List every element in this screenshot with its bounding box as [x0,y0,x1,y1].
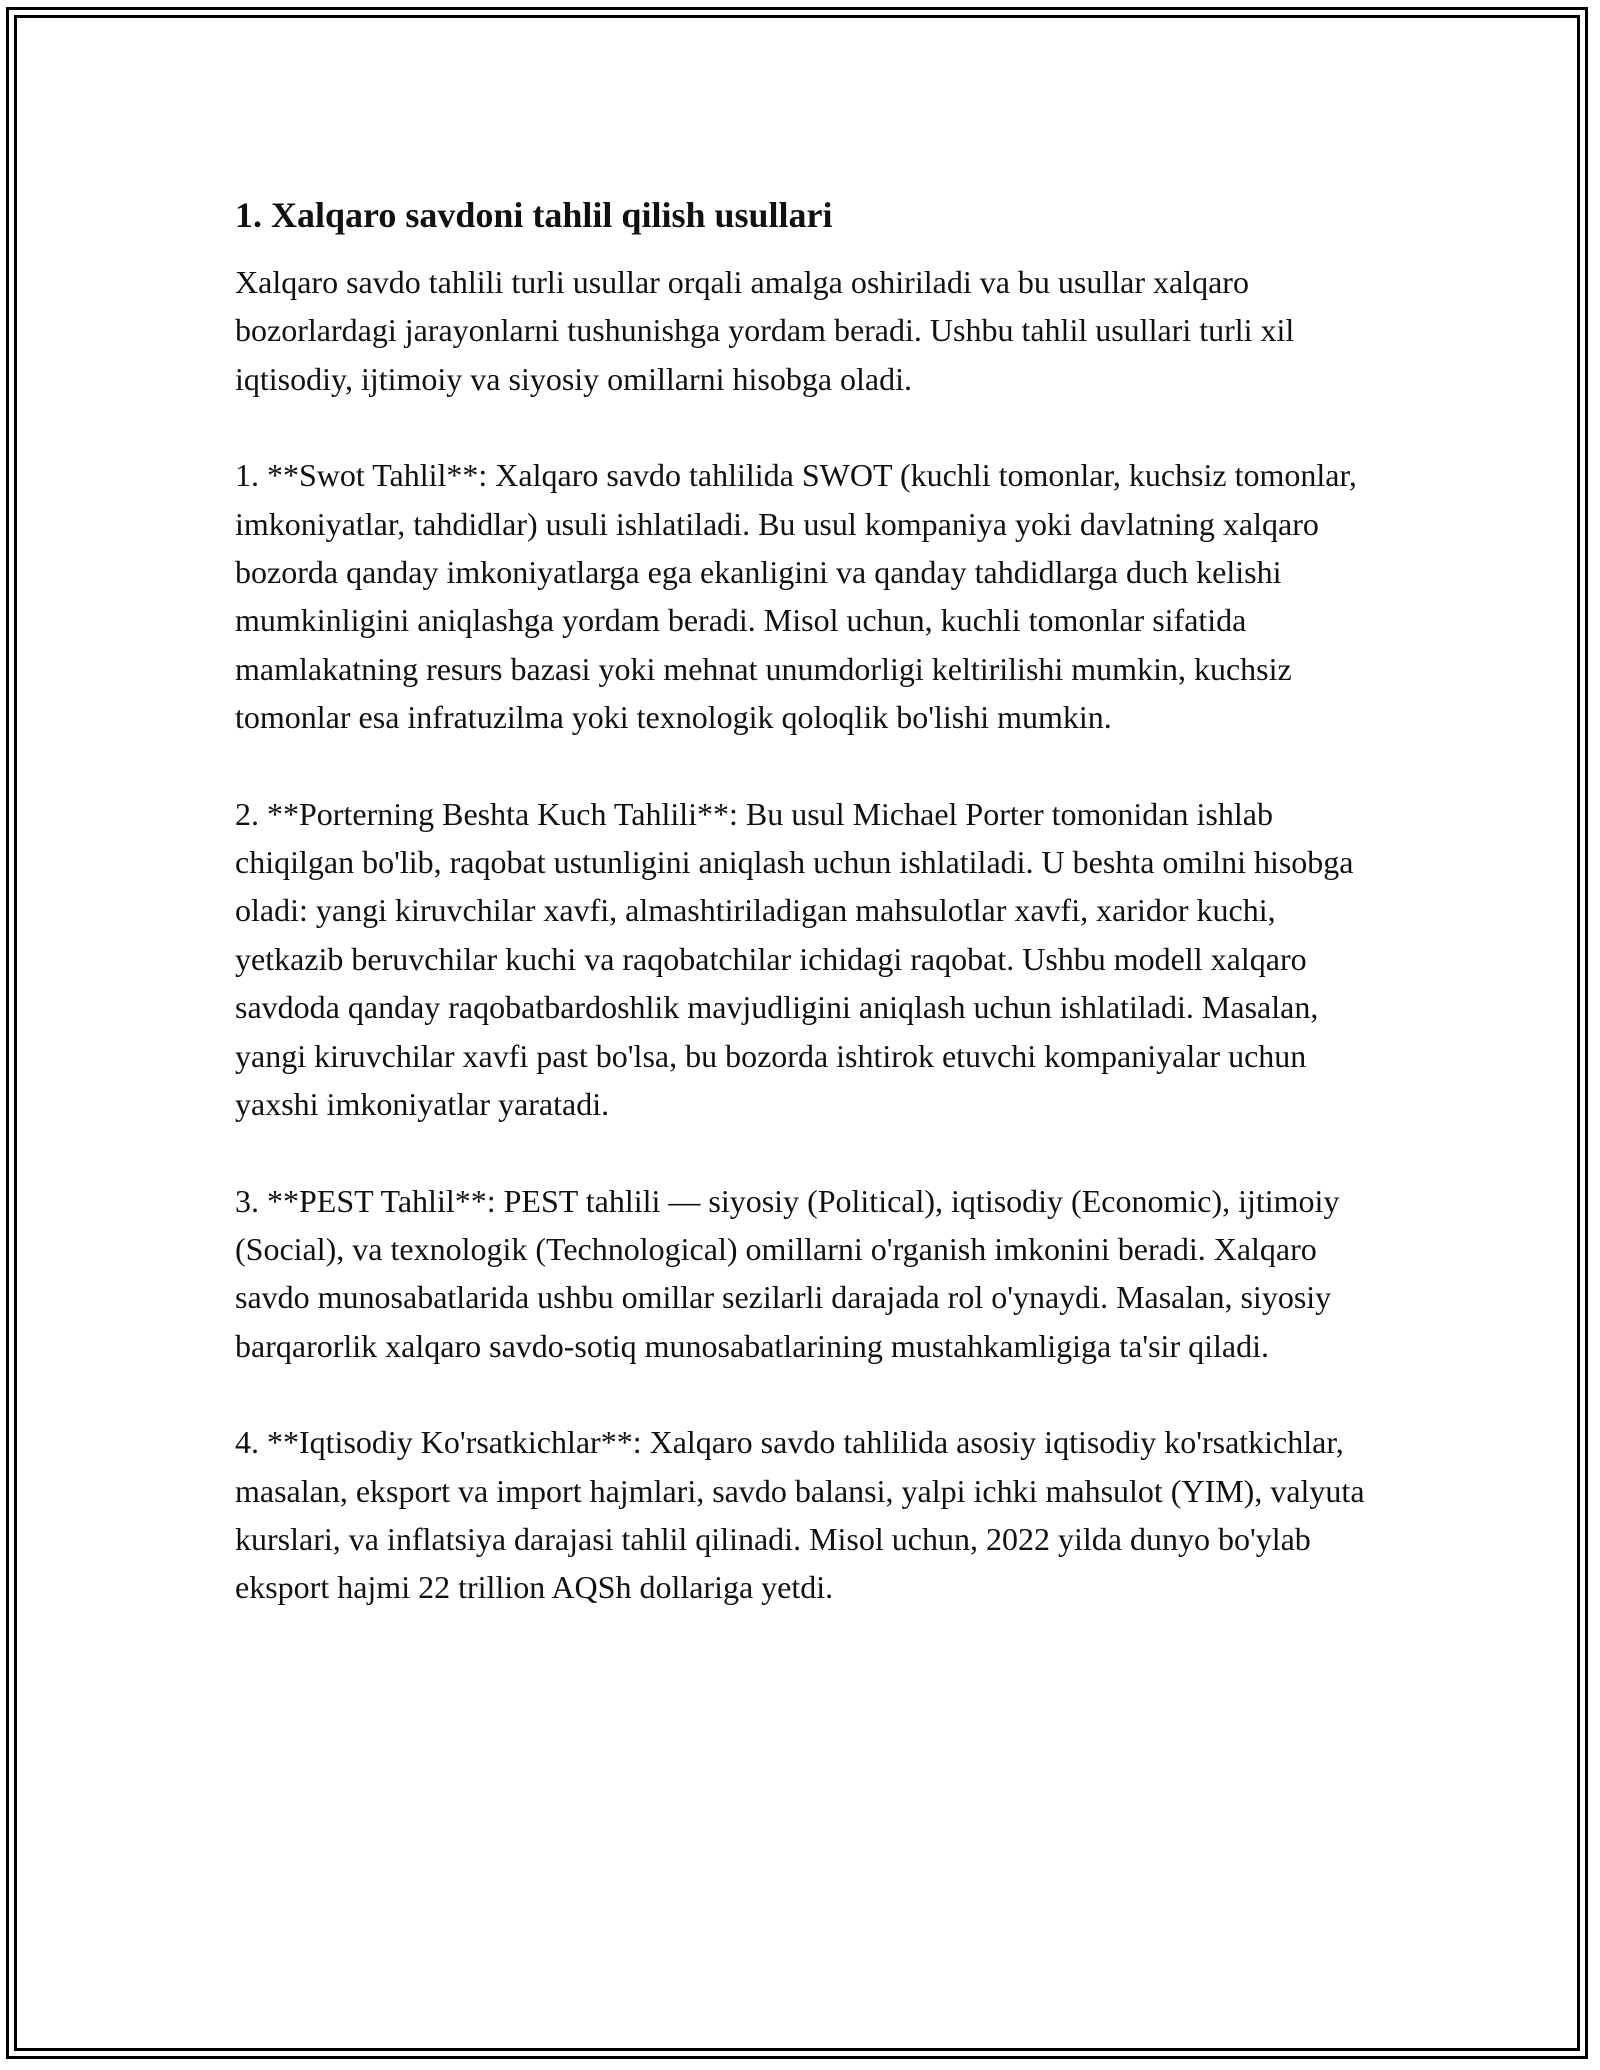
list-item-porter: 2. **Porterning Beshta Kuch Tahlili**: Bu usul Michael Porter tomonidan ishlab chiqilgan bo'lib, raqobat ustunligini aniqlash uchun ishlatiladi. U beshta omilni hisobga oladi: yangi kiruvchilar xavfi, almashtiriladigan mahsulotlar xavfi, xaridor kuchi, yetkazib beruvchilar kuchi va raqobatchilar ichidagi raqobat. Ushbu modell xalqaro savdoda qanday raqobatbardoshlik mavjudligini aniqlash uchun ishlatiladi. Masalan, yangi kiruvchilar xavfi past bo'lsa, bu bozorda ishtirok etuvchi kompaniyalar uchun yaxshi imkoniyatlar yaratadi. [235,795,1354,1123]
section-heading: 1. Xalqaro savdoni tahlil qilish usullari [235,195,833,235]
list-item-swot: 1. **Swot Tahlil**: Xalqaro savdo tahlilida SWOT (kuchli tomonlar, kuchsiz tomonlar, imkoniyatlar, tahdidlar) usuli ishlatiladi. Bu usul kompaniya yoki davlatning xalqaro bozorda qanday imkoniyatlarga ega ekanligini va qanday tahdidlarga duch kelishi mumkinligini aniqlashga yordam beradi. Misol uchun, kuchli tomonlar sifatida mamlakatning resurs bazasi yoki mehnat unumdorligi keltirilishi mumkin, kuchsiz tomonlar esa infratuzilma yoki texnologik qoloqlik bo'lishi mumkin. [235,457,1357,736]
document-body [235,186,1385,1612]
list-item-pest: 3. **PEST Tahlil**: PEST tahlili — siyosiy (Political), iqtisodiy (Economic), ijtimoiy (Social), va texnologik (Technological) omillarni o'rganish imkonini beradi. Xalqaro savdo munosabatlarida ushbu omillar sezilarli darajada rol o'ynaydi. Masalan, siyosiy barqarorlik xalqaro savdo-sotiq munosabatlarining mustahkamligiga ta'sir qiladi. [235,1182,1340,1364]
list-item-economic-indicators: 4. **Iqtisodiy Ko'rsatkichlar**: Xalqaro savdo tahlilida asosiy iqtisodiy ko'rsatkichlar, masalan, eksport va import hajmlari, savdo balansi, yalpi ichki mahsulot (YIM), valyuta kurslari, va inflatsiya darajasi tahlil qilinadi. Misol uchun, 2022 yilda dunyo bo'ylab eksport hajmi 22 trillion AQSh dollariga yetdi. [235,1424,1365,1606]
intro-paragraph: Xalqaro savdo tahlili turli usullar orqali amalga oshiriladi va bu usullar xalqaro bozorlardagi jarayonlarni tushunishga yordam beradi. Ushbu tahlil usullari turli xil iqtisodiy, ijtimoiy va siyosiy omillarni hisobga oladi. [235,264,1295,397]
